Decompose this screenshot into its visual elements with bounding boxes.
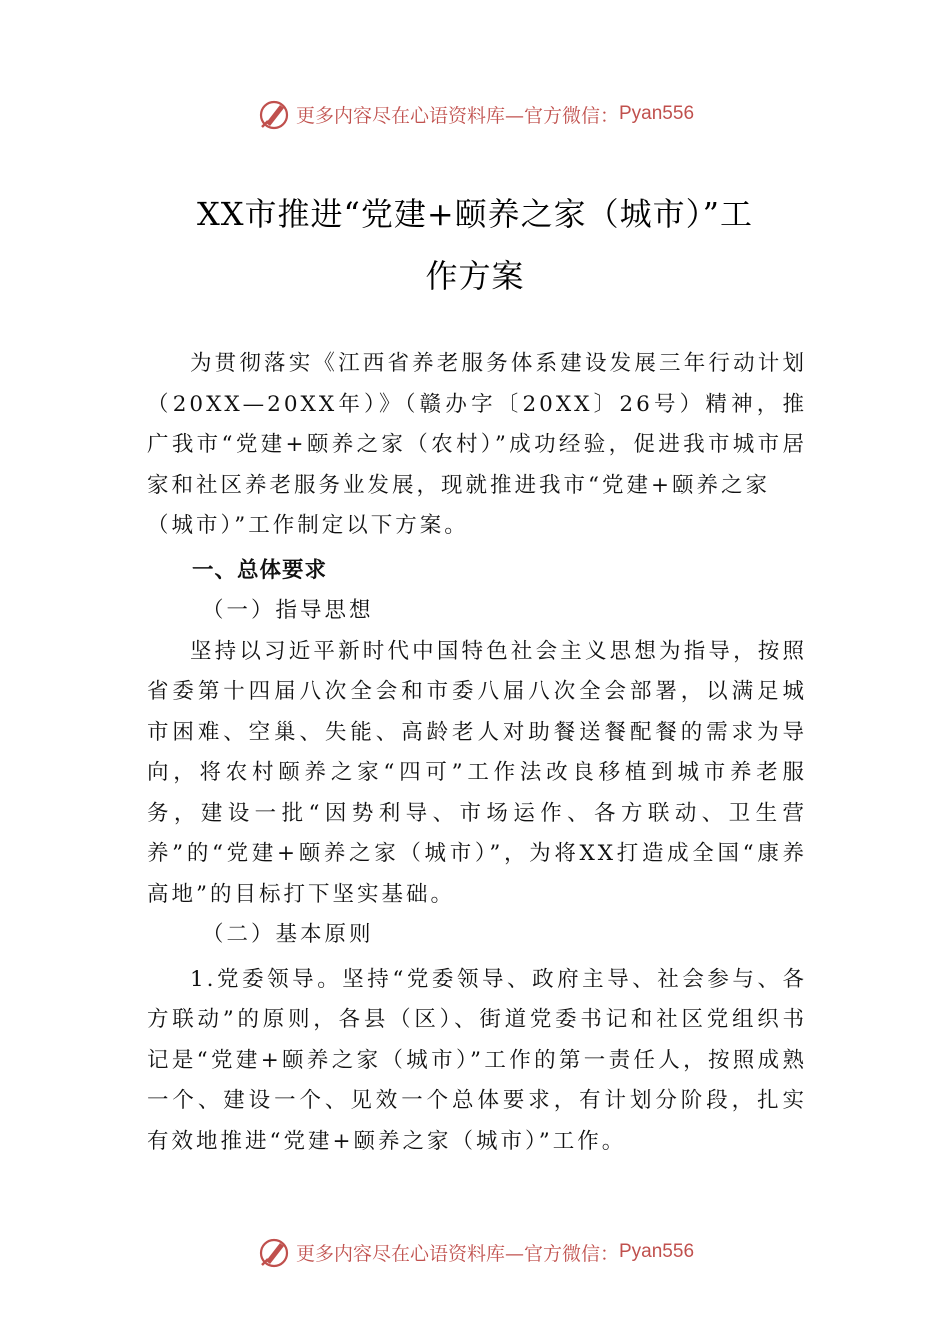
- intro-paragraph-tail: （城市）”工作制定以下方案。: [147, 513, 469, 538]
- section-heading-general-requirements: 一、总体要求: [192, 557, 328, 583]
- guiding-ideology-paragraph: 坚持以习近平新时代中国特色社会主义思想为指导，按照省委第十四届八次全会和市委八届八次全会部署，以满足城市困难、空巢、失能、高龄老人对助餐送餐配餐的需求为导向，将农村颐养之家“四可”工作法改良移植到城市养老服务，建设一批“因势利导、市场运作、各方联动、卫生营养”的“党建+颐养之家（城市）”，为将XX打造成全国“康养高地”的目标打下坚实基础。: [147, 638, 807, 907]
- watermark-wechat-id: Pyan556: [619, 103, 695, 124]
- watermark-text: 更多内容尽在心语资料库—官方微信：: [295, 1242, 619, 1265]
- watermark-text: 更多内容尽在心语资料库—官方微信：: [295, 104, 619, 127]
- subsection-heading-basic-principles: （二）基本原则: [202, 922, 374, 947]
- watermark-wechat-id: Pyan556: [619, 1241, 695, 1262]
- document-body: [147, 344, 807, 1162]
- title-line-2: 作方案: [425, 257, 525, 295]
- principle-item-1: 1.党委领导。坚持“党委领导、政府主导、社会参与、各方联动”的原则，各县（区）、街道党委书记和社区党组织书记是“党建+颐养之家（城市）”工作的第一责任人，按照成熟一个、建设一个、见效一个总体要求，有计划分阶段，扎实有效地推进“党建+颐养之家（城市）”工作。: [147, 966, 807, 1154]
- title-line-1: XX市推进“党建+颐养之家（城市）”工: [196, 195, 754, 233]
- pen-nib-logo-icon: [256, 96, 292, 132]
- intro-paragraph: 为贯彻落实《江西省养老服务体系建设发展三年行动计划（20XX—20XX年）》（赣办字〔20XX〕26号）精神，推广我市“党建+颐养之家（农村）”成功经验，促进我市城市居家和社区养老服务业发展，现就推进我市“党建+颐养之家: [147, 351, 807, 498]
- watermark-banner-bottom: [0, 1232, 950, 1272]
- subsection-heading-guiding-ideology: （一）指导思想: [202, 598, 374, 623]
- watermark-banner-top: [0, 94, 950, 134]
- pen-nib-logo-icon: [256, 1234, 292, 1270]
- document-title: [120, 183, 830, 307]
